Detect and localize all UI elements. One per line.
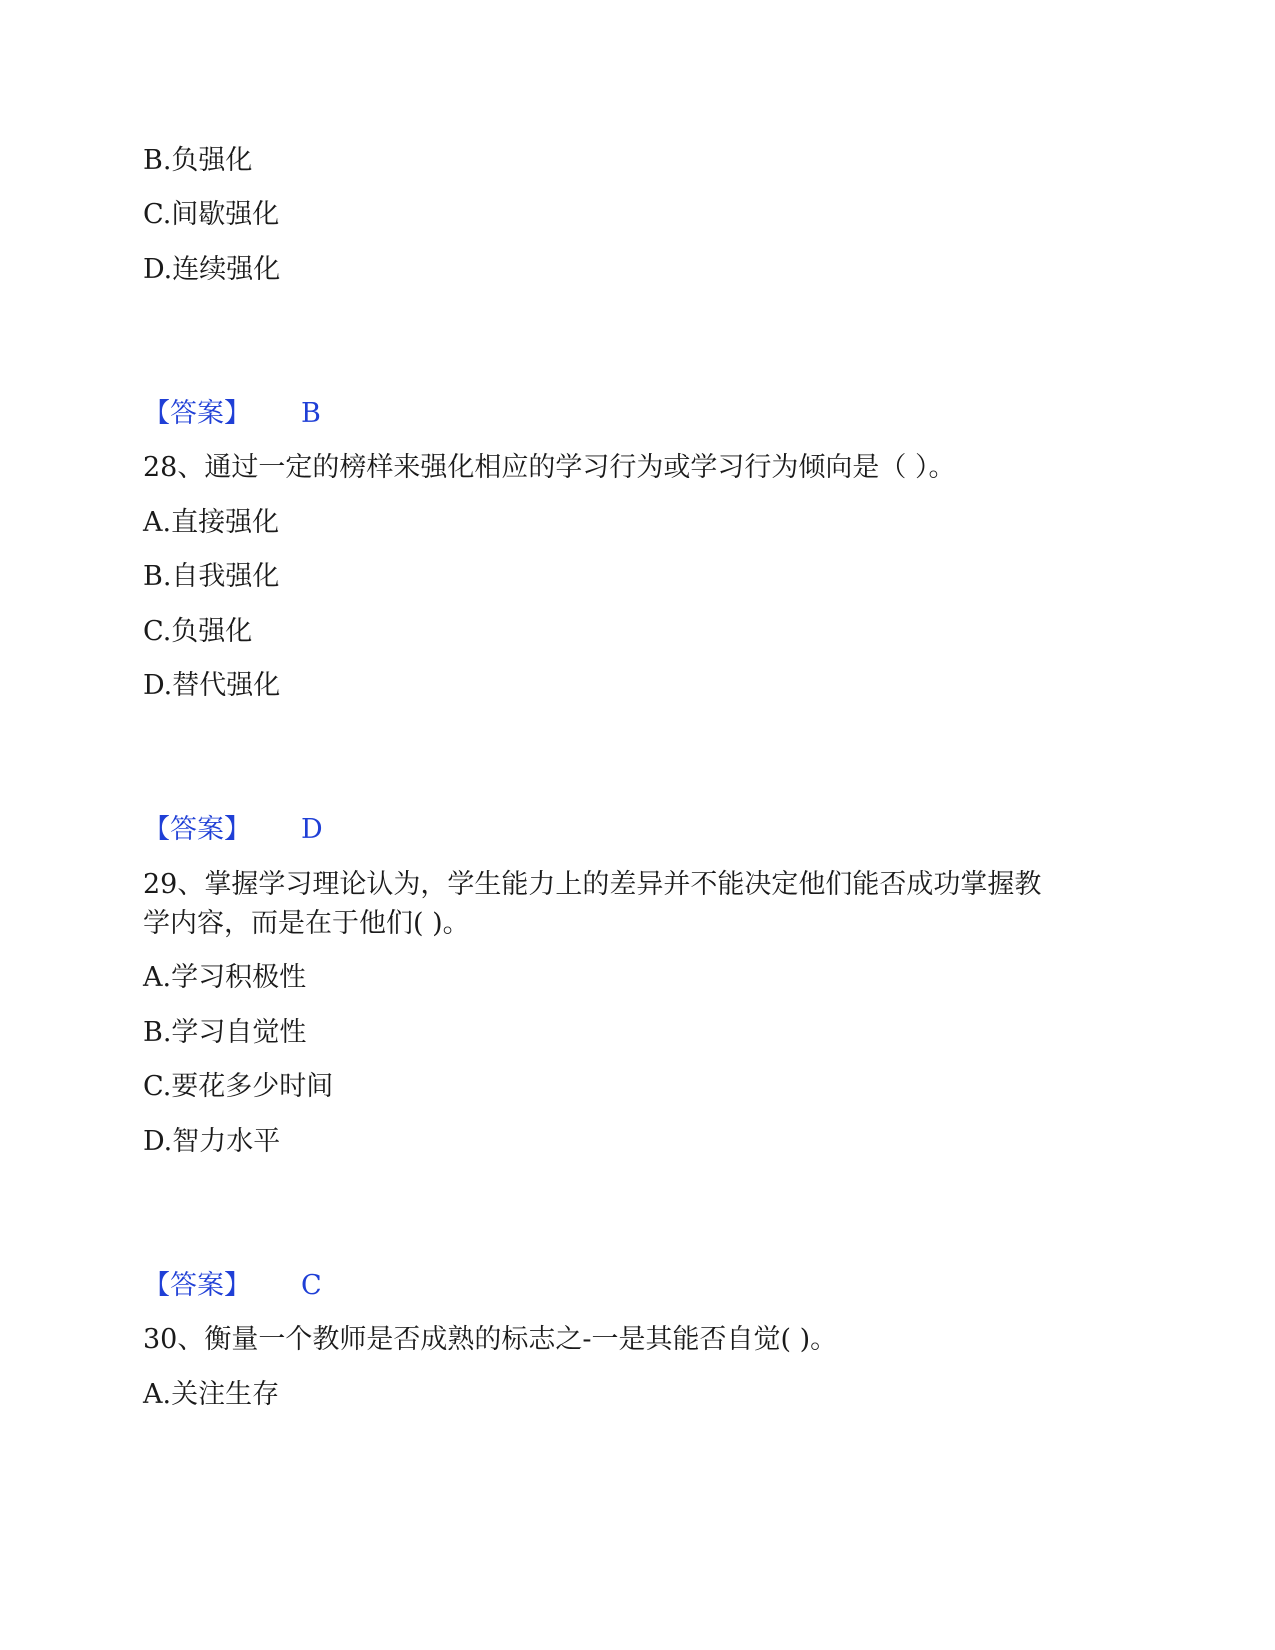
question-29-stem-line-2: 学内容，而是在于他们( )。: [143, 908, 470, 939]
question-29-stem-line-1: 29、掌握学习理论认为，学生能力上的差异并不能决定他们能否成功掌握教: [143, 869, 1042, 900]
question-28-stem: 28、通过一定的榜样来强化相应的学习行为或学习行为倾向是（ ）。: [143, 452, 956, 483]
question-28-option-c: C.负强化: [143, 616, 253, 647]
question-28-answer: [143, 812, 323, 848]
question-29-answer: [143, 1268, 322, 1304]
question-28-option-d: D.替代强化: [143, 670, 281, 701]
answer-line: [143, 396, 321, 432]
option-b: B.负强化: [143, 145, 253, 176]
question-29-option-a: A.学习积极性: [143, 962, 307, 993]
question-30-option-a: A.关注生存: [143, 1379, 280, 1410]
question-29-option-b: B.学习自觉性: [143, 1017, 307, 1048]
question-29-option-d: D.智力水平: [143, 1126, 281, 1157]
answer-label: 【答案】: [143, 814, 251, 845]
answer-value: C: [301, 1270, 322, 1301]
answer-label: 【答案】: [143, 398, 251, 429]
option-d: D.连续强化: [143, 254, 281, 285]
option-c: C.间歇强化: [143, 199, 280, 230]
question-28-option-a: A.直接强化: [143, 507, 280, 538]
question-30-stem: 30、衡量一个教师是否成熟的标志之-一是其能否自觉( )。: [143, 1324, 838, 1355]
answer-label: 【答案】: [143, 1270, 251, 1301]
question-29-option-c: C.要花多少时间: [143, 1071, 334, 1102]
question-28-option-b: B.自我强化: [143, 561, 280, 592]
answer-value: B: [301, 398, 321, 429]
answer-value: D: [301, 814, 323, 845]
